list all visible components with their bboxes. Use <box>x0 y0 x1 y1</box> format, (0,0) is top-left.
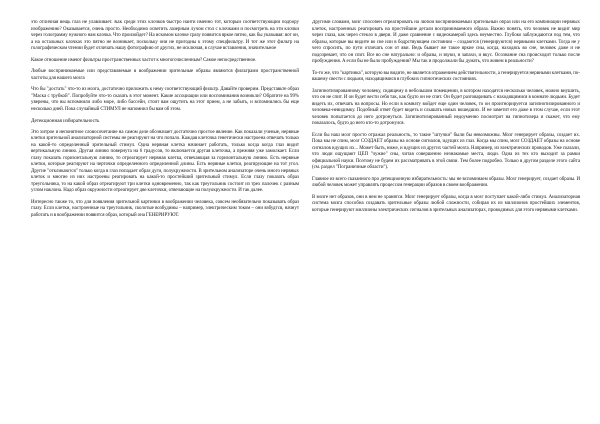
left-text-column <box>31 20 299 418</box>
paragraph: Это хитрое и непонятное словосочетание на самом деле обозначает достаточно простое явление. Как показали ученые, нервные клетки зрительной анализаторной системы не реагируют на что попало. Каждая клеточка генетически настроена отвечать только на какой-то определенный зрительный стимул. Одна нервная клетка начинает работать, только когда когда глаз видит вертикальную линию. Другая линию повернута на 6 градусов, то включается другая клеточка, а прежняя уже замолкает. Если глазу показать горизонтальную линию, то отреагирует нервная клетка, отвечающая за горизонтальную линию. Есть нервные клетки, которые реагируют на черточки определенного определенной длины. Есть нервные клетки, реагирующие на тот угол. Другие "откликаются" только когда в глаз попадает образ дуги, полукружности. В зрительном анализаторе очень много нервных клеток и многие из них настроены реагировать на какой-то простейший зрительный стимул. Если глазу показать образ треугольника, то на какой образ отреагируют три клетки одновременно, так как треугольник состоит из трех палочек с разным углом наклона. Надо образ окружности отреагирует две клеточки, отвечающие на полуокружности. И так далее. <box>31 129 299 193</box>
paragraph: Что бы "достать" что-то из мозга, достаточно приложить к нему соответствующий фильтр. Давайте проверим. Представьте образ "Маска с трубкой". Попробуйте что-то сказать в этот момент. Какие ассоциации или воспоминания возникли? Обратите на 99% уверены, что вы вспомнили либо море, либо бассейн, стоит вам ощутить на этот прием, а не забыть, и вспомнились бы еще несколько дней. Пока случайный СТИМУЛ не напомнил бы вам об этом. <box>31 87 299 112</box>
paragraph: В мозге нет образов, они в нем не хранятся. Мозг генерирует образы, когда в мозг поступает какой-либо стимул. Анализаторная система мозга способна создавать зрительные образы любой сложности, собирая их из миллионов простейших элементов, которые генерируют миллионы электрических сигналов в зрительных анализаторах, проводимых для этого нервными клетками. <box>312 194 580 213</box>
paragraph: Загипнотизированному человеку, сидящему в небольшом помещении, в котором находятся несколько человек, можно внушить, что он не спит. И он будет вести себя так, как будто он не спит. Он будет разговаривать с находящимися в комнате людьми. Будет видеть их, отвечать на вопросы. Но если в комнату войдет еще один человек, то он проигнорируется загипнотизированного и человека-невидимку. Подобный ответ будет видеть и слышать новых вошедших. И не заметит его даже в этом случае, если этот человек попытается до него дотронуться. Загипнотизированный недоуменно посмотрит на гипнотизера и скажет, что ему показалось, будто до него кто-то дотронулся. <box>312 88 580 126</box>
paragraph: Любые воспринимаемые или представляемые в воображении зрительные образы являются фильтрами пространственной частоты для нашего мозга <box>31 69 299 81</box>
right-text-column <box>312 20 580 418</box>
paragraph: Другими словами, мозг способен отреагировать на любой воспринимаемый зрительный образ или на его комбинации нервных клеток, настроенных реагировать на простейшие детали воспринимаемого образа. Важно понять, что человек не видит мир через глаза, как через стекло в двери. И даже сравнение с видеокамерой здесь неуместно. Глубоко заблуждаются под тем, что образы, которые вы видите во сне или в бодрствующем состоянии – создаются (генерируются) нервными клетками. Тогда не у чего спросить, по пути отличать сон от яви. Ведь бывает же такое яркие сны, когда, находясь во сне, человек даже и не подозревает, что он спит. Все во сне натурально: и образы, и звуки, и запахи, и вкус. Осознание сна происходит только после пробуждения. А если бы не было пробуждения? Мы так и продолжали бы думать, что живем в реальности? <box>312 20 580 64</box>
paragraph: Если бы наш мозг просто отражал реальность, то такие "штучки" были бы невозможны. Мозг генерирует образы, создает их. Пока мы не спим, мозг СОЗДАЕТ образы на основе сигналов, идущих из глаз. Когда мы спим, мозг СОЗДАЕТ образы на основе сигналов идущих их... Может быть, ниже, и идущих из других частей мозга. Например, из электрических проводов. Уже сказали, что люди ощущают ЦЕП "чужие" сны, читая совершенно незнакомые места, люди. Одна из тех кто выходит за рамки официальной науки. Поэтому не будем их рассматривать в этой связи. Тем более подробно. Только в другом разделе этого сайта (см. раздел "Пограничные области"). <box>312 132 580 170</box>
paragraph: То-то же, что "картинка", которую вы видите, не является отражением действительности, а генерируется нервными клетками, по-вашему свести с людьми, находящимися в глубоких гипнотических состояниях. <box>312 70 580 82</box>
paragraph: Интересно также то, что для появления зрительной картинки в воображении человека, совсем необязательно показывать образ глазу. Если клетки, настроенные на треугольник, сколотые возбудимы – например, электрическим током – они взбудтся, начнут работать и в воображении появится образ, который она ГЕНЕРИРУЮТ. <box>31 199 299 218</box>
paragraph: это отличная вещь глаз не улавливает. Как среди этих клочков быстро найти именно тот, который соответствующий подбору изображению? Оказывается, очень просто. Необходимо осветить лазерным лучом стол с клочками и посмотреть на эти клочки через голограмму нужного нам клочка. Что произойдет? На искомом клочке сразу появится яркое пятно, как бы указывая: вот он, а на остальных клочках это пятно не возникает, поскольку они не пригодны к этому спецфильтру. И тот же этот фильтр на голографическом чтении будет отличать нашу фотографию от других, не исключая, в случае вставления, значительное <box>31 20 299 51</box>
section-heading: Детекционная избирательность <box>31 118 100 124</box>
paragraph: Главное из всего сказанного про детекционную избирательность: мы не вспоминаем образы. Мозг генерирует, создает образы. И любой человек может управлять процессом генерации образов в своем воображении. <box>312 176 580 188</box>
paragraph: Какое отношение имеют фильтры пространственных частот к многогочисленным? Самое непосредственное. <box>31 57 257 63</box>
